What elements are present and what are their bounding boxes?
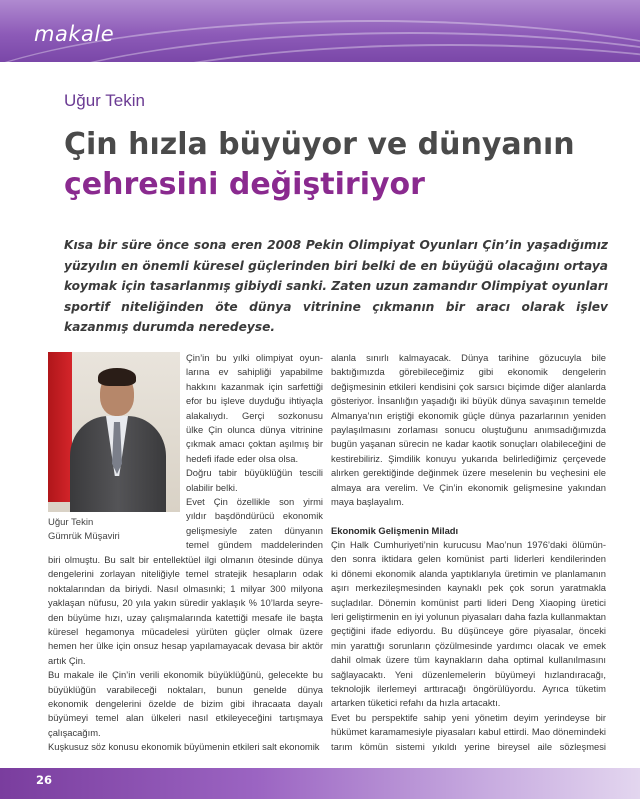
text-line: değişmesinin etkileri kendisini çok sarsıcı biçimde diğer alanlarda <box>331 380 606 392</box>
text-line: alanla sınırlı kalmayacak. Dünya tarihine gözucuyla bile <box>331 352 606 363</box>
text-line: çıkmak amacı çoktan aşılmış bir <box>186 438 323 450</box>
text-line: maya başlayalım. <box>331 495 404 507</box>
text-line: suçladılar. Dönemin komünist parti lideri Deng Xiaoping üretici <box>331 596 606 608</box>
text-line: çalışacağım. <box>48 726 101 738</box>
text-line: dengelerini zorlayan niteliğiyle temel stratejik hesapların odak <box>48 568 323 580</box>
body-column-left-narrow <box>186 351 323 552</box>
body-column-right <box>331 351 606 754</box>
caption-name: Uğur Tekin <box>48 517 94 528</box>
body-column-left-wide <box>48 553 323 754</box>
text-line: hedefi ifade eder olsa olsa. <box>186 452 299 464</box>
author-photo <box>48 352 180 512</box>
text-line: ki dönemi ekonomik alanda yaptıklarıyla üretimin ve planlamanın <box>331 567 606 579</box>
text-line: hemen her ülke için onsuz hesap yapılamayacak devasa bir aktör <box>48 640 323 652</box>
text-line: Kuşkusuz söz konusu ekonomik büyümenin etkileri salt ekonomik <box>48 741 320 753</box>
text-line: Evet Çin özellikle son yirmi <box>186 495 323 507</box>
article-author: Uğur Tekin <box>64 91 145 110</box>
page-number: 26 <box>36 773 53 787</box>
text-line: efor bu işleve duyduğu ihtiyaçla <box>186 395 323 407</box>
text-line: Evet bu perspektife sahip yeni yönetim deyim yerindeyse bir <box>331 711 606 723</box>
text-line: aşırı merkezileşmesinden kaynaklı pek çok sorun yaratmakla <box>331 582 606 594</box>
caption-title: Gümrük Müşaviri <box>48 531 120 542</box>
text-line: artık Çin. <box>48 654 86 666</box>
text-line: temel gündem maddelerinden <box>186 539 323 551</box>
text-line: ekonomik dengelerini özelde de bizim gibi ihracaata dayalı <box>48 697 323 709</box>
text-line: Çin’in bu yılki olimpiyat oyun- <box>186 352 323 363</box>
text-line: min yarattığı sorunların çözülmesinde yardımcı olacak ve emek <box>331 639 606 651</box>
text-line: almaya ara verelim. Ve Çin’in ekonomik gelişmesine yakından <box>331 481 606 493</box>
text-line: ülke Çin olunca dünya vitrinine <box>186 423 323 435</box>
article-title <box>64 125 624 205</box>
text-line: gelişmesiyle zaten dünyanın <box>186 524 323 536</box>
text-line: geçtiğini ifade ediyordu. Bu düşünceye göre piyasalar, önceki <box>331 625 606 637</box>
text-line: yıldır başdöndürücü ekonomik <box>186 510 323 522</box>
text-line: hükümet karamamesiyle piyasaları kabul ettirdi. Mao dönemindeki <box>331 726 606 738</box>
text-line: büyümeyi temel alan ülkeleri nasıl etkileyeceğini tartışmaya <box>48 712 323 724</box>
paragraph-gap <box>331 509 606 523</box>
text-line: den sonra iktidara gelen komünist parti liderleri kendilerinden <box>331 553 606 565</box>
text-line: dahil olmak üzere tüm kaynakların daha optimal kullanılmasını <box>331 654 606 666</box>
text-line: Çin Halk Cumhuriyeti’nin kurucusu Mao’nun 1976’daki ölümün- <box>331 539 606 551</box>
photo-caption <box>48 516 120 544</box>
text-line: gösteriyor. İnsanlığın yaşadığı iki büyük dünya savaşının temelde <box>331 395 606 407</box>
text-line: hakkını kazanmak için sarfettiği <box>186 380 323 392</box>
text-line: bugün yaşanan sürecin ne kadar kaotik sonuçları olabileceğini de <box>331 438 606 450</box>
text-line: teknolojik ilerlemeyi arttıracağı öngörülüyordu. Ayrıca tüketim <box>331 682 606 694</box>
text-line: paylaşılmasını zorlaması sonucu oluştuğunu anımsadığımızda <box>331 423 606 435</box>
text-line: yaklaşan nüfusu, 20 yıla yakın süredir yaklaşık % 10’larda seyre- <box>48 597 323 609</box>
text-line: Bu makale ile Çin’in verili ekonomik büyüklüğünü, gelecekte bu <box>48 669 323 681</box>
text-line: büyüklüğün varabileceği noktaları, bunun genelde dünya <box>48 683 323 695</box>
title-line-1: Çin hızla büyüyor ve dünyanın <box>64 127 575 162</box>
text-line: olabilir belki. <box>186 481 238 493</box>
text-line: den büyüme hızı, uzay çalışmalarında katettiği mesafe ile başta <box>48 611 323 623</box>
title-line-2: çehresini değiştiriyor <box>64 167 425 202</box>
flag-decoration <box>48 352 72 502</box>
text-line: tarım kömün sistemi yıkıldı yerine bireysel aile sözleşmesi <box>331 740 606 752</box>
footer-band <box>0 768 640 799</box>
text-line: Doğru tabir büyüklüğün tescili <box>186 467 323 479</box>
text-line: biri olmuştu. Bu salt bir entellektüel ilgi olmanın ötesinde dünya <box>48 554 323 565</box>
article-lead: Kısa bir süre önce sona eren 2008 Pekin Olimpiyat Oyunları Çin’in yaşadığımız yüzyılın en önemli küresel güçlerinden biri belki de en büyüğü olacağını ortaya koymak için tasarlanmış gibiydi sanki. Zaten uzun zamandır Olimpiyat oyunları sportif niteliğinden öte dünya vitrinine çıkmanın bir aracı olarak işlev kazanmış durumda neredeyse. <box>64 238 608 335</box>
text-line: alakalıydı. Gerçi sozkonusu <box>186 409 323 421</box>
photo-figure-hair <box>98 368 136 386</box>
text-line: baktığımızda görebileceğimiz gibi ekonomik dengelerin <box>331 366 606 378</box>
text-line: noktalarından da biriydi. Nasıl olmasınki; 1 milyar 300 milyona <box>48 582 323 594</box>
section-subheading: Ekonomik Gelişmenin Miladı <box>331 524 459 536</box>
text-line: larına ev sahipliği yapabilme <box>186 366 323 378</box>
text-line: Almanya’nın eriştiği ekonomik güçle dünya pazarlarının yeniden <box>331 409 606 421</box>
text-line: kestirebiliriz. Şimdilik konuyu yukarıda belirlediğimiz çerçevede <box>331 452 606 464</box>
text-line: küresel hegamonya mücadelesi yürüten güçler olmak üzere <box>48 625 323 637</box>
text-line: artarken tüketici refahı da hızla artacaktı. <box>331 697 501 709</box>
text-line: sağlayacaktı. Yeni düzenlemelerin büyümeyi hızlandıracağı, <box>331 668 606 680</box>
text-line: alırken gerektiğinde değinmek üzere meselenin bu veçhesini ele <box>331 467 606 479</box>
text-line: leri geliştirmenin en iyi yolunun piyasaları daha fazla kullanmaktan <box>331 611 606 623</box>
section-label: makale <box>34 22 115 46</box>
